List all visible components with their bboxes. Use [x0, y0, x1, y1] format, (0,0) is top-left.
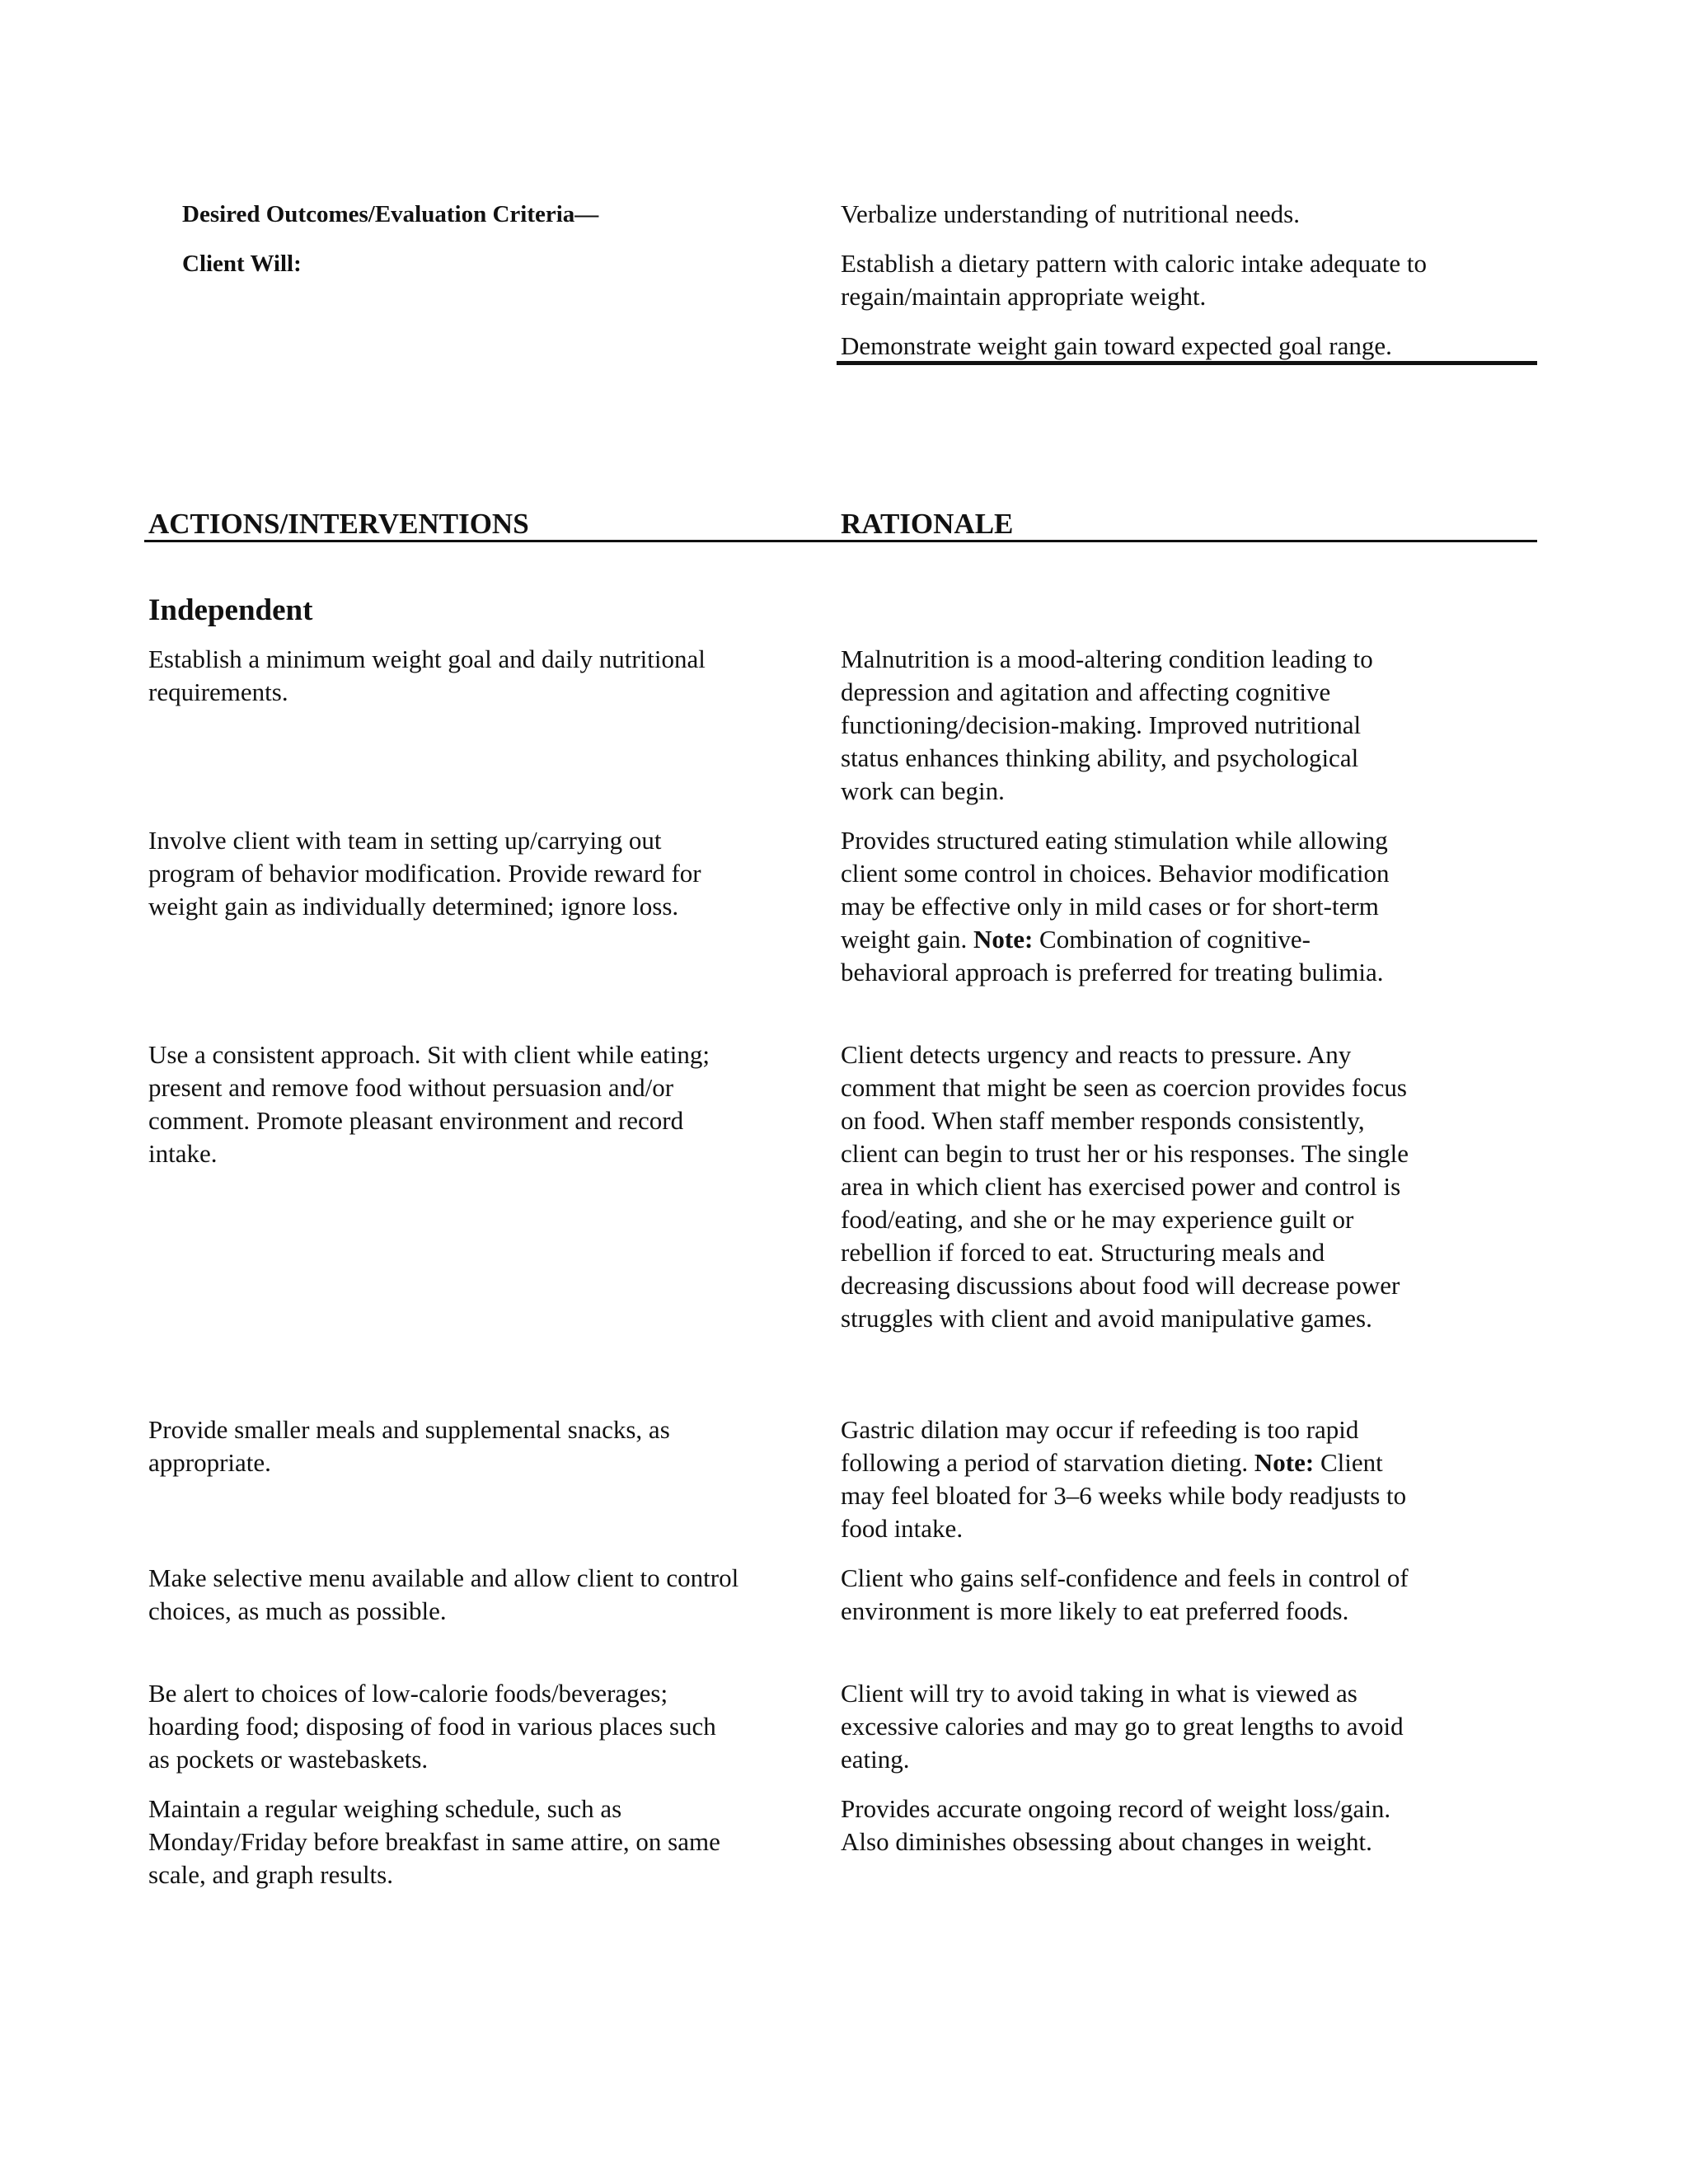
outcomes-heading: Desired Outcomes/Evaluation Criteria— [182, 201, 599, 227]
rationale-text-part: Provides structured eating stimulation while allowing client some control in choices. Behavior modification may be effective only in mild cases or for short-term weight gain. [841, 826, 1390, 954]
note-label: Note: [1254, 1448, 1315, 1477]
rationale-text: Client who gains self-confidence and feels in control of environment is more likely to eat preferred foods. [841, 1563, 1409, 1625]
section-title: Independent [148, 593, 313, 627]
outcome-item: Demonstrate weight gain toward expected goal range. [841, 331, 1392, 360]
note-label: Note: [973, 925, 1034, 954]
action-text: Maintain a regular weighing schedule, such as Monday/Friday before breakfast in same attire, on same scale, and graph results. [148, 1794, 720, 1889]
action-text: Involve client with team in setting up/carrying out program of behavior modification. Provide reward for weight gain as individually determined; ignore loss. [148, 826, 701, 921]
actions-column-header: ACTIONS/INTERVENTIONS [148, 508, 529, 540]
rationale-text: Provides accurate ongoing record of weight loss/gain. Also diminishes obsessing about changes in weight. [841, 1794, 1391, 1856]
action-text: Provide smaller meals and supplemental snacks, as appropriate. [148, 1415, 670, 1477]
rationale-text-part: Combination of cognitive-behavioral approach is preferred for treating bulimia. [841, 925, 1384, 987]
rationale-text [841, 824, 1409, 989]
action-text: Establish a minimum weight goal and daily nutritional requirements. [148, 644, 706, 706]
outcomes-underline [837, 361, 1537, 365]
rationale-text: Malnutrition is a mood-altering condition leading to depression and agitation and affecting cognitive functioning/decision-making. Improved nutritional status enhances thinking ability, and psychological work can begin. [841, 644, 1373, 805]
rationale-text-part: Gastric dilation may occur if refeeding is too rapid following a period of starvation dieting. [841, 1415, 1359, 1477]
client-will-label: Client Will: [182, 251, 302, 277]
outcome-item: Establish a dietary pattern with caloric intake adequate to regain/maintain appropriate weight. [841, 249, 1428, 311]
action-text: Be alert to choices of low-calorie foods/beverages; hoarding food; disposing of food in various places such as pockets or wastebaskets. [148, 1679, 716, 1774]
rationale-column-header: RATIONALE [841, 508, 1014, 540]
outcome-item: Verbalize understanding of nutritional needs. [841, 199, 1300, 228]
rationale-text-part: Client may feel bloated for 3–6 weeks while body readjusts to food intake. [841, 1448, 1407, 1543]
header-rule [144, 540, 1537, 542]
rationale-text: Client will try to avoid taking in what is viewed as excessive calories and may go to great lengths to avoid eating. [841, 1679, 1404, 1774]
action-text: Make selective menu available and allow client to control choices, as much as possible. [148, 1563, 739, 1625]
rationale-text: Client detects urgency and reacts to pressure. Any comment that might be seen as coercion provides focus on food. When staff member responds consistently, client can begin to trust her or his responses. The single area in which client has exercised power and control is food/eating, and she or he may experience guilt or rebellion if forced to eat. Structuring meals and decreasing discussions about food will decrease power struggles with client and avoid manipulative games. [841, 1040, 1409, 1333]
rationale-text [841, 1413, 1409, 1545]
action-text: Use a consistent approach. Sit with client while eating; present and remove food without persuasion and/or comment. Promote pleasant environment and record intake. [148, 1040, 710, 1168]
